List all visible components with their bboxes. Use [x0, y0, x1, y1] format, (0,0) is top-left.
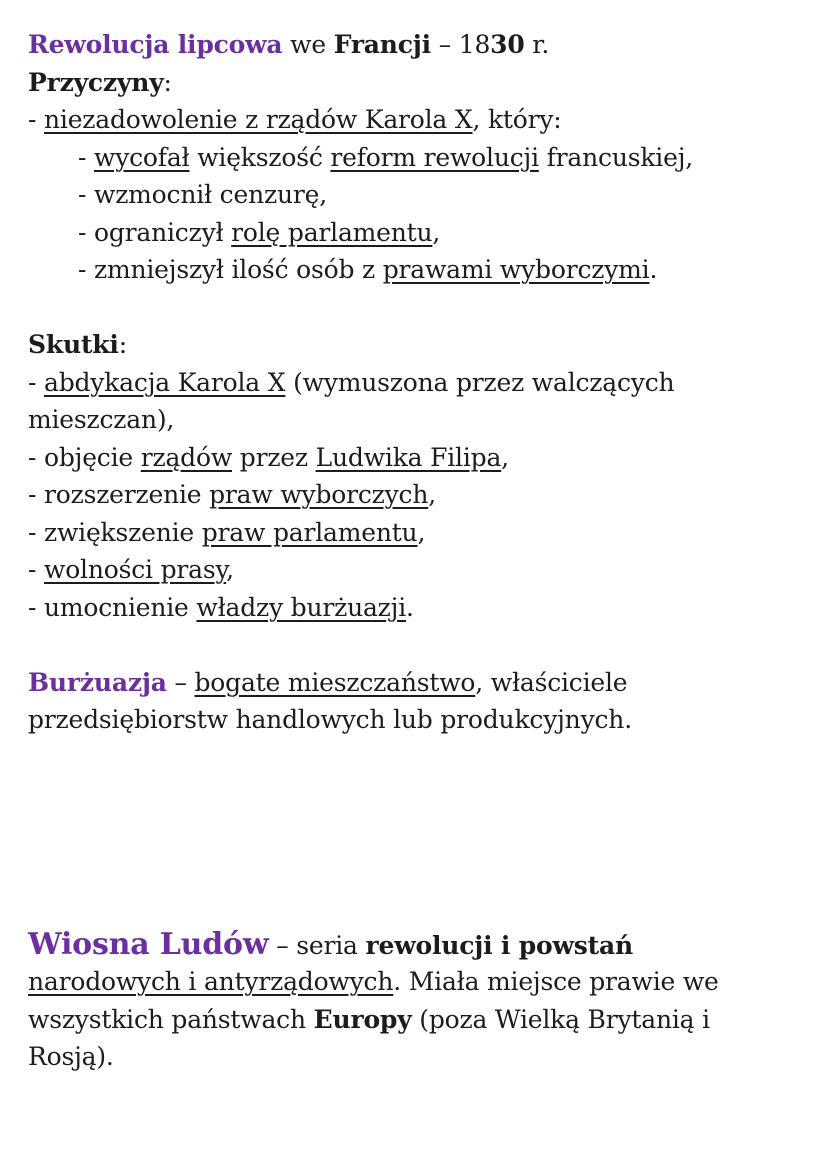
effect-item: - abdykacja Karola X (wymuszona przez walczących	[28, 367, 675, 397]
blank-line	[28, 626, 808, 664]
cause-sub-item: - zmniejszył ilość osób z prawami wyborczymi.	[78, 255, 658, 284]
causes-heading: Przyczyny:	[28, 67, 172, 97]
blank-line	[28, 289, 808, 327]
section-title-july-revolution: Rewolucja lipcowa we Francji – 1830 r.	[28, 30, 550, 59]
spring-of-nations-text: narodowych i antyrządowych. Miała miejsce prawie we	[28, 967, 719, 996]
spring-of-nations-text: Rosją).	[28, 1042, 114, 1071]
cause-sub-item: - wycofał większość reform rewolucji francuskiej,	[78, 142, 694, 172]
spring-of-nations-text: wszystkich państwach Europy (poza Wielką Brytanią i	[28, 1004, 710, 1034]
effects-heading: Skutki:	[28, 330, 127, 359]
effect-item: - wolności prasy,	[28, 555, 234, 584]
definition-continuation: przedsiębiorstw handlowych lub produkcyjnych.	[28, 705, 632, 734]
blank-space	[28, 739, 808, 926]
term-bourgeoisie: Burżuazja	[28, 667, 167, 697]
effect-item: - zwiększenie praw parlamentu,	[28, 517, 426, 547]
effect-item: - objęcie rządów przez Ludwika Filipa,	[28, 442, 509, 472]
definition-bourgeoisie: Burżuazja – bogate mieszczaństwo, właściciele	[28, 667, 628, 697]
effect-item: - rozszerzenie praw wyborczych,	[28, 480, 437, 509]
cause-main: - niezadowolenie z rządów Karola X, który:	[28, 105, 562, 134]
effect-item-continuation: mieszczan),	[28, 405, 175, 434]
note-page	[28, 26, 808, 1076]
cause-sub-item: - ograniczył rolę parlamentu,	[78, 217, 441, 247]
heading-july-revolution: Rewolucja lipcowa	[28, 30, 283, 59]
effect-item: - umocnienie władzy burżuazji.	[28, 592, 414, 622]
section-title-spring-of-nations: Wiosna Ludów – seria rewolucji i powstań	[28, 926, 634, 962]
cause-sub-item: - wzmocnił cenzurę,	[78, 180, 327, 209]
heading-spring-of-nations: Wiosna Ludów	[28, 926, 269, 962]
